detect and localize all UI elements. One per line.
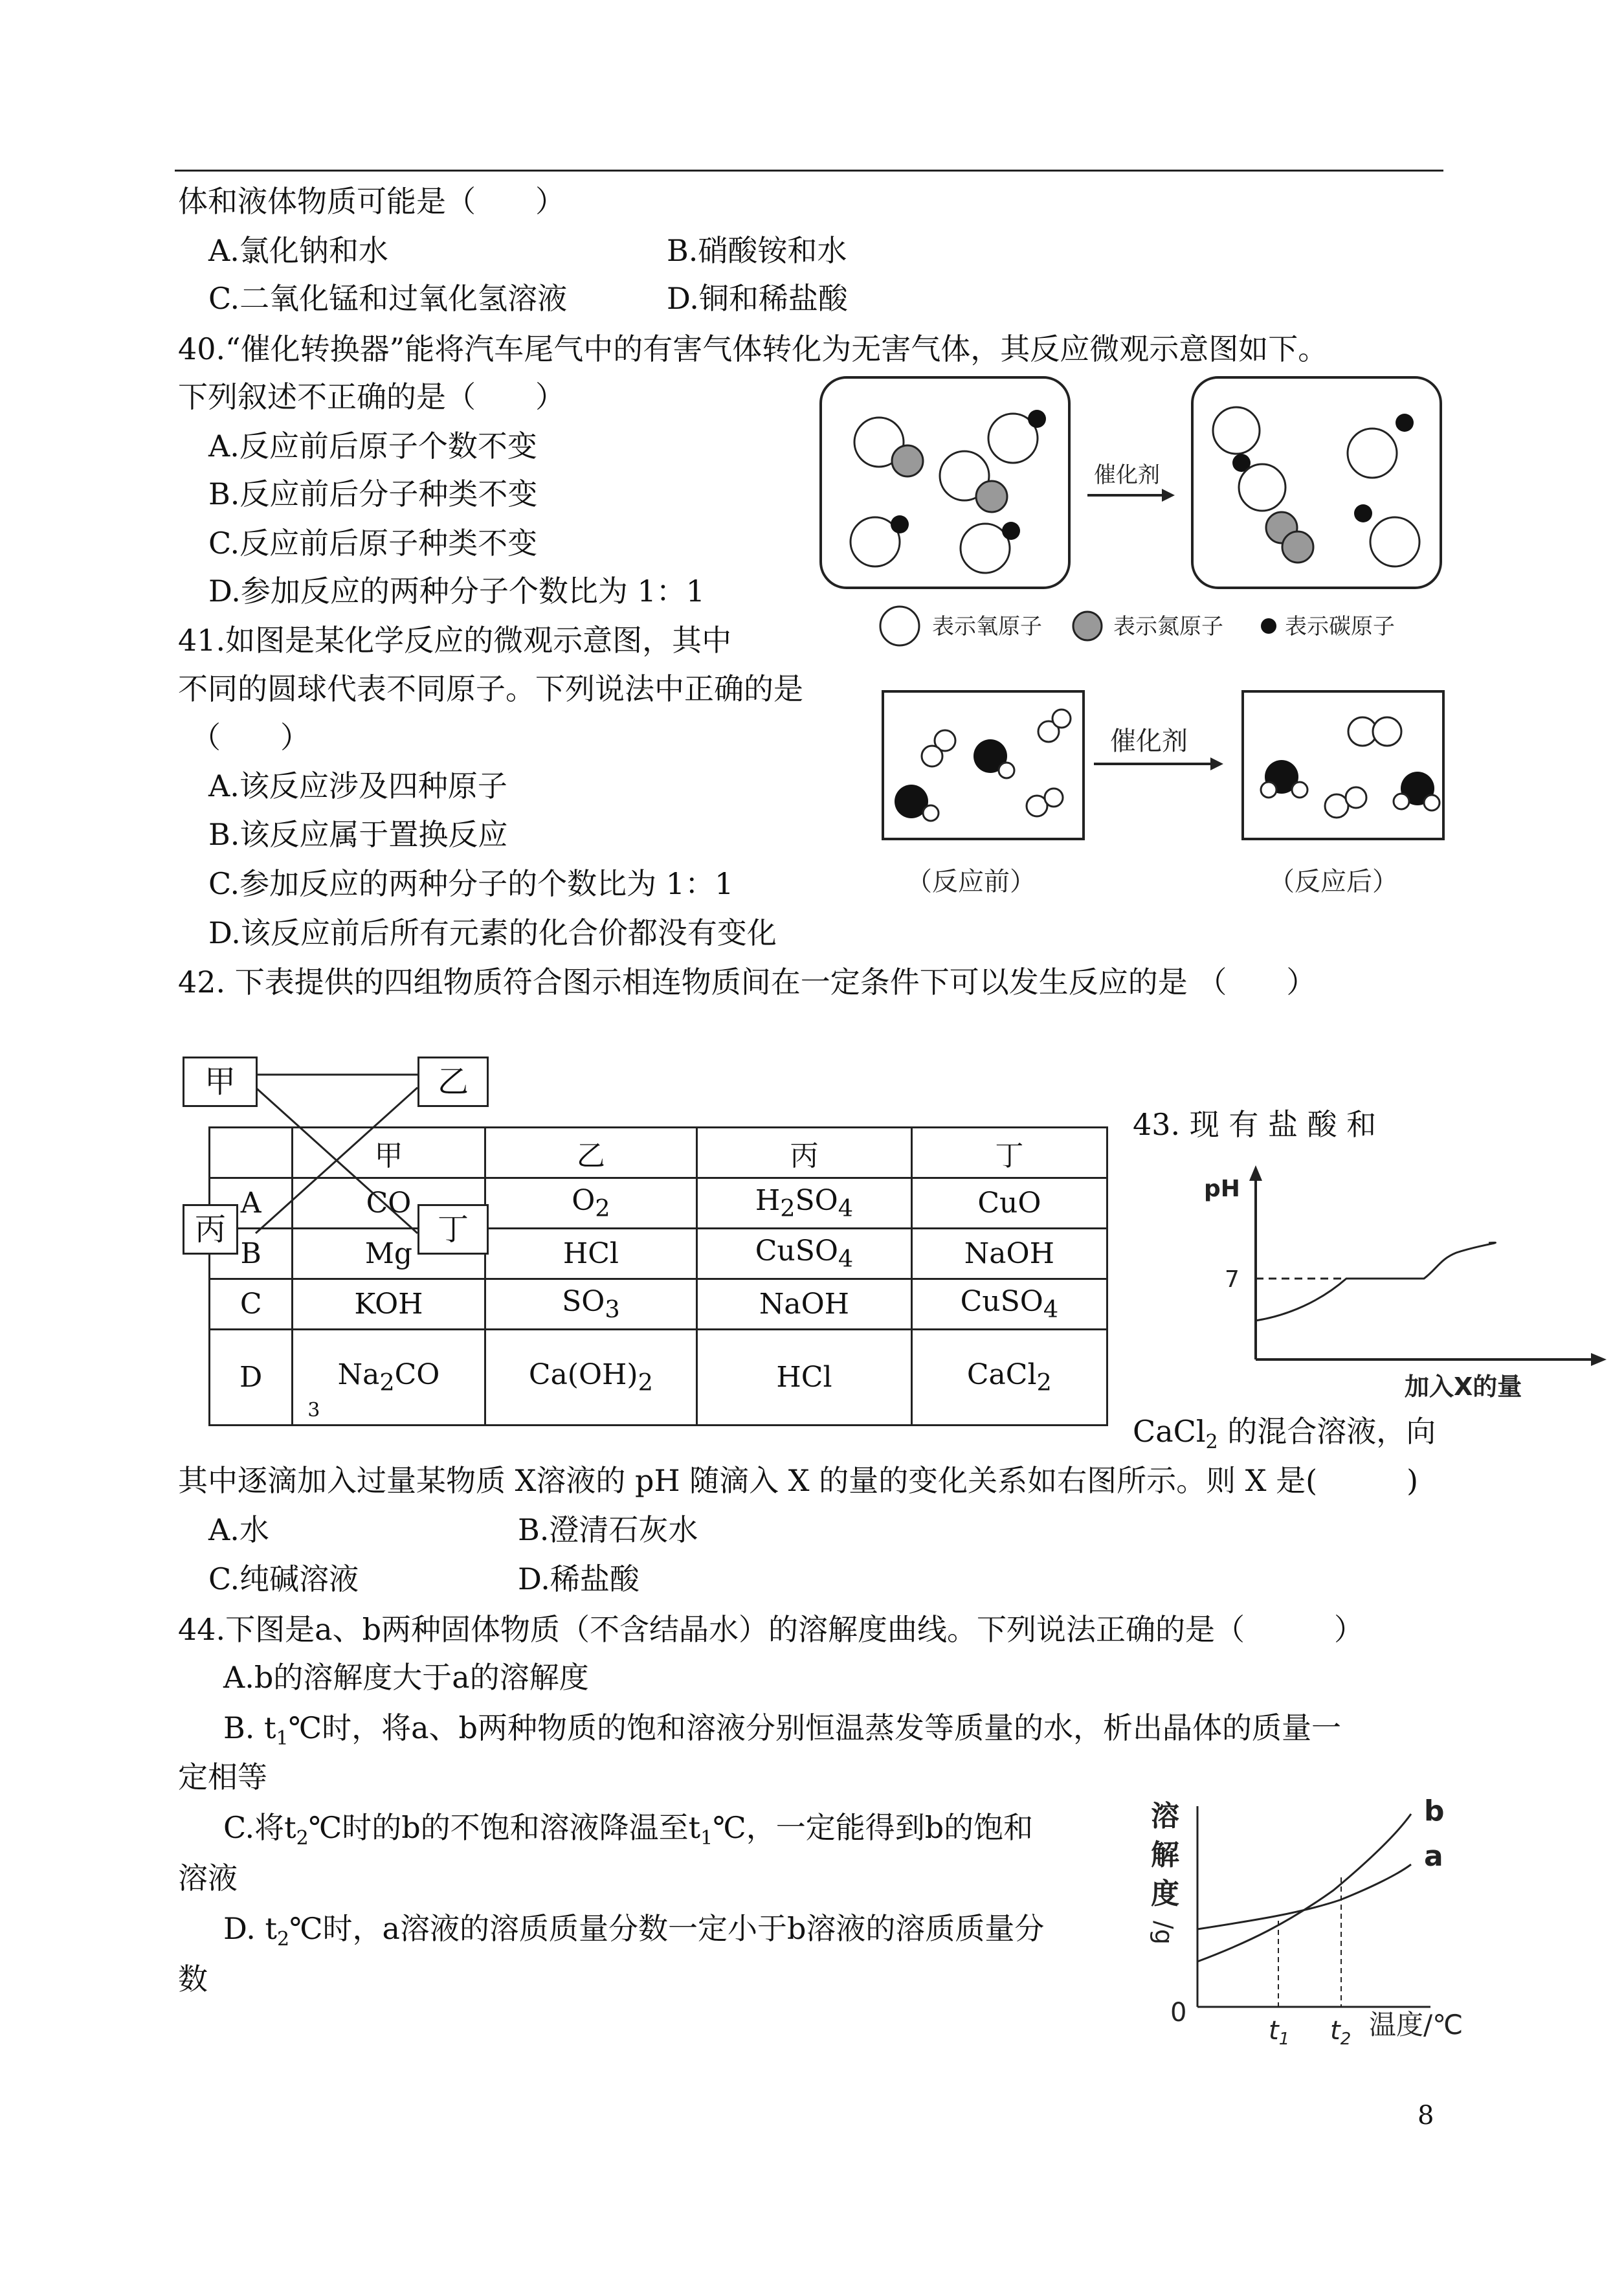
q44-option-b-line1: B. $t_1℃$时，将a、b两种物质的饱和溶液分别恒温蒸发等质量的水，析出晶体的质量一 xyxy=(223,1710,1341,1751)
carbon-atom-icon xyxy=(1261,618,1276,634)
q41-stem-1: 41.如图是某化学反应的微观示意图，其中 xyxy=(178,623,732,658)
q41-before-caption: （反应前） xyxy=(906,867,1036,897)
q44-option-a: A.b的溶解度大于a的溶解度 xyxy=(223,1660,589,1695)
cell-ding: CaCl$_2$ xyxy=(911,1330,1107,1426)
q40-catalyst-label: 催化剂 xyxy=(1094,462,1160,488)
row-label: A xyxy=(210,1178,293,1229)
page-number: 8 xyxy=(1418,2101,1434,2131)
cell-yi: HCl xyxy=(485,1229,696,1279)
box-jia: 甲 xyxy=(183,1057,258,1107)
q40-option-a: A.反应前后原子个数不变 xyxy=(208,429,537,464)
q41-option-c: C.参加反应的两种分子的个数比为 1：1 xyxy=(208,866,734,901)
q40-stem-1: 40.“催化转换器”能将汽车尾气中的有害气体转化为无害气体，其反应微观示意图如下。 xyxy=(178,331,1328,366)
q41-diagram xyxy=(880,686,1463,906)
q43-stem-2: CaCl$_2$ 的混合溶液，向 xyxy=(1133,1414,1436,1454)
table-header-cell: 丙 xyxy=(697,1128,912,1178)
q44-stem: 44.下图是a、b两种固体物质（不含结晶水）的溶解度曲线。下列说法正确的是（ ） xyxy=(178,1612,1364,1647)
q41-stem-2: 不同的圆球代表不同原子。下列说法中正确的是 xyxy=(178,671,803,706)
q39-stem: 体和液体物质可能是（ ） xyxy=(178,184,565,219)
q39-option-c: C.二氧化锰和过氧化氢溶液 xyxy=(208,281,568,316)
cell-jia: $Na_2CO$ 3 xyxy=(293,1330,485,1426)
curve-b-label: b xyxy=(1424,1795,1445,1828)
q40-option-c: C.反应前后原子种类不变 xyxy=(208,526,538,561)
cell-bing: CuSO$_4$ xyxy=(697,1229,912,1279)
row-label: B xyxy=(210,1229,293,1279)
q44-option-c-line2: 溶液 xyxy=(178,1861,238,1896)
t1-label: $t_1$ xyxy=(1269,2016,1290,2049)
table-row xyxy=(210,1279,1107,1330)
svg-text:溶: 溶 xyxy=(1151,1800,1179,1833)
box-bing: 丙 xyxy=(183,1204,238,1255)
cell-yi: $O_2$ xyxy=(485,1178,696,1229)
q41-catalyst-label: 催化剂 xyxy=(1110,726,1188,756)
q39-option-b: B.硝酸铵和水 xyxy=(667,233,847,268)
row-label: D xyxy=(210,1330,293,1426)
legend-carbon: 表示碳原子 xyxy=(1285,614,1395,640)
q41-after-caption: （反应后） xyxy=(1269,867,1398,897)
cell-bing: HCl xyxy=(697,1330,912,1426)
cell-jia: Mg xyxy=(293,1229,485,1279)
t2-label: $t_2$ xyxy=(1330,2016,1351,2049)
q44-option-d-line2: 数 xyxy=(178,1962,208,1997)
cell-yi: $SO_3$ xyxy=(485,1279,696,1330)
row-label: C xyxy=(210,1279,293,1330)
q42-stem: 42. 下表提供的四组物质符合图示相连物质间在一定条件下可以发生反应的是 （ ） xyxy=(178,965,1317,1000)
q41-option-a: A.该反应涉及四种原子 xyxy=(208,768,507,803)
q43-ph-chart xyxy=(1185,1165,1612,1411)
q41-option-b: B.该反应属于置换反应 xyxy=(208,817,508,852)
q40-option-b: B.反应前后分子种类不变 xyxy=(208,476,538,511)
q43-option-a: A.水 xyxy=(208,1512,269,1547)
q43-stem-3: 其中逐滴加入过量某物质 X溶液的 pH 随滴入 X 的量的变化关系如右图所示。则 X 是( ) xyxy=(178,1463,1419,1498)
q39-option-a: A.氯化钠和水 xyxy=(208,233,388,268)
cell-yi: $Ca(OH)_2$ xyxy=(485,1330,696,1426)
cell-bing: NaOH xyxy=(697,1279,912,1330)
ph-axis-label: pH xyxy=(1204,1176,1240,1202)
curve-a-label: a xyxy=(1424,1840,1443,1873)
q43-stem-1: 43. 现 有 盐 酸 和 xyxy=(1133,1107,1377,1142)
table-header-cell: 乙 xyxy=(485,1128,696,1178)
nitrogen-atom-icon xyxy=(1073,612,1102,640)
header-rule xyxy=(175,170,1443,172)
q41-option-d: D.该反应前后所有元素的化合价都没有变化 xyxy=(208,915,777,950)
cell-jia: KOH xyxy=(293,1279,485,1330)
svg-text:度: 度 xyxy=(1151,1877,1179,1910)
cell-ding: NaOH xyxy=(911,1229,1107,1279)
legend-nitrogen: 表示氮原子 xyxy=(1113,614,1223,640)
q44-option-c-line1: C.将$t_2℃$时的b的不饱和溶液降温至$t_1℃$，一定能得到b的饱和 xyxy=(223,1810,1034,1850)
svg-text:解: 解 xyxy=(1151,1839,1179,1872)
q44-solubility-chart xyxy=(1139,1793,1502,2052)
cell-ding: CuO xyxy=(911,1178,1107,1229)
q44-option-b-line2: 定相等 xyxy=(178,1760,267,1795)
table-header-cell: 甲 xyxy=(293,1128,485,1178)
origin-label: 0 xyxy=(1170,1998,1187,2028)
q39-option-d: D.铜和稀盐酸 xyxy=(667,281,848,316)
box-ding: 丁 xyxy=(417,1204,489,1255)
box-yi: 乙 xyxy=(417,1057,489,1107)
legend-oxygen: 表示氧原子 xyxy=(932,614,1042,640)
oxygen-atom-icon xyxy=(880,607,919,645)
table-row xyxy=(210,1330,1107,1426)
q43-option-d: D.稀盐酸 xyxy=(518,1561,640,1596)
q44-option-d-line1: D. $t_2℃$时，a溶液的溶质质量分数一定小于b溶液的溶质质量分 xyxy=(223,1911,1045,1951)
cell-bing: $H_2SO_4$ xyxy=(697,1178,912,1229)
x-amount-axis-label: 加入X的量 xyxy=(1405,1372,1522,1401)
q40-diagram xyxy=(809,372,1456,657)
svg-text:/g: /g xyxy=(1150,1921,1178,1945)
cell-jia: CO xyxy=(293,1178,485,1229)
q43-option-c: C.纯碱溶液 xyxy=(208,1561,359,1596)
q43-option-b: B.澄清石灰水 xyxy=(518,1512,698,1547)
table-header-cell: 丁 xyxy=(911,1128,1107,1178)
q41-stem-3: （ ） xyxy=(191,720,310,755)
q40-option-d: D.参加反应的两种分子个数比为 1：1 xyxy=(208,574,706,609)
cell-ding: CuSO$_4$ xyxy=(911,1279,1107,1330)
q40-stem-2: 下列叙述不正确的是（ ） xyxy=(178,379,565,414)
temperature-axis-label: 温度/℃ xyxy=(1369,2009,1463,2041)
ph-tick-7: 7 xyxy=(1225,1266,1240,1293)
